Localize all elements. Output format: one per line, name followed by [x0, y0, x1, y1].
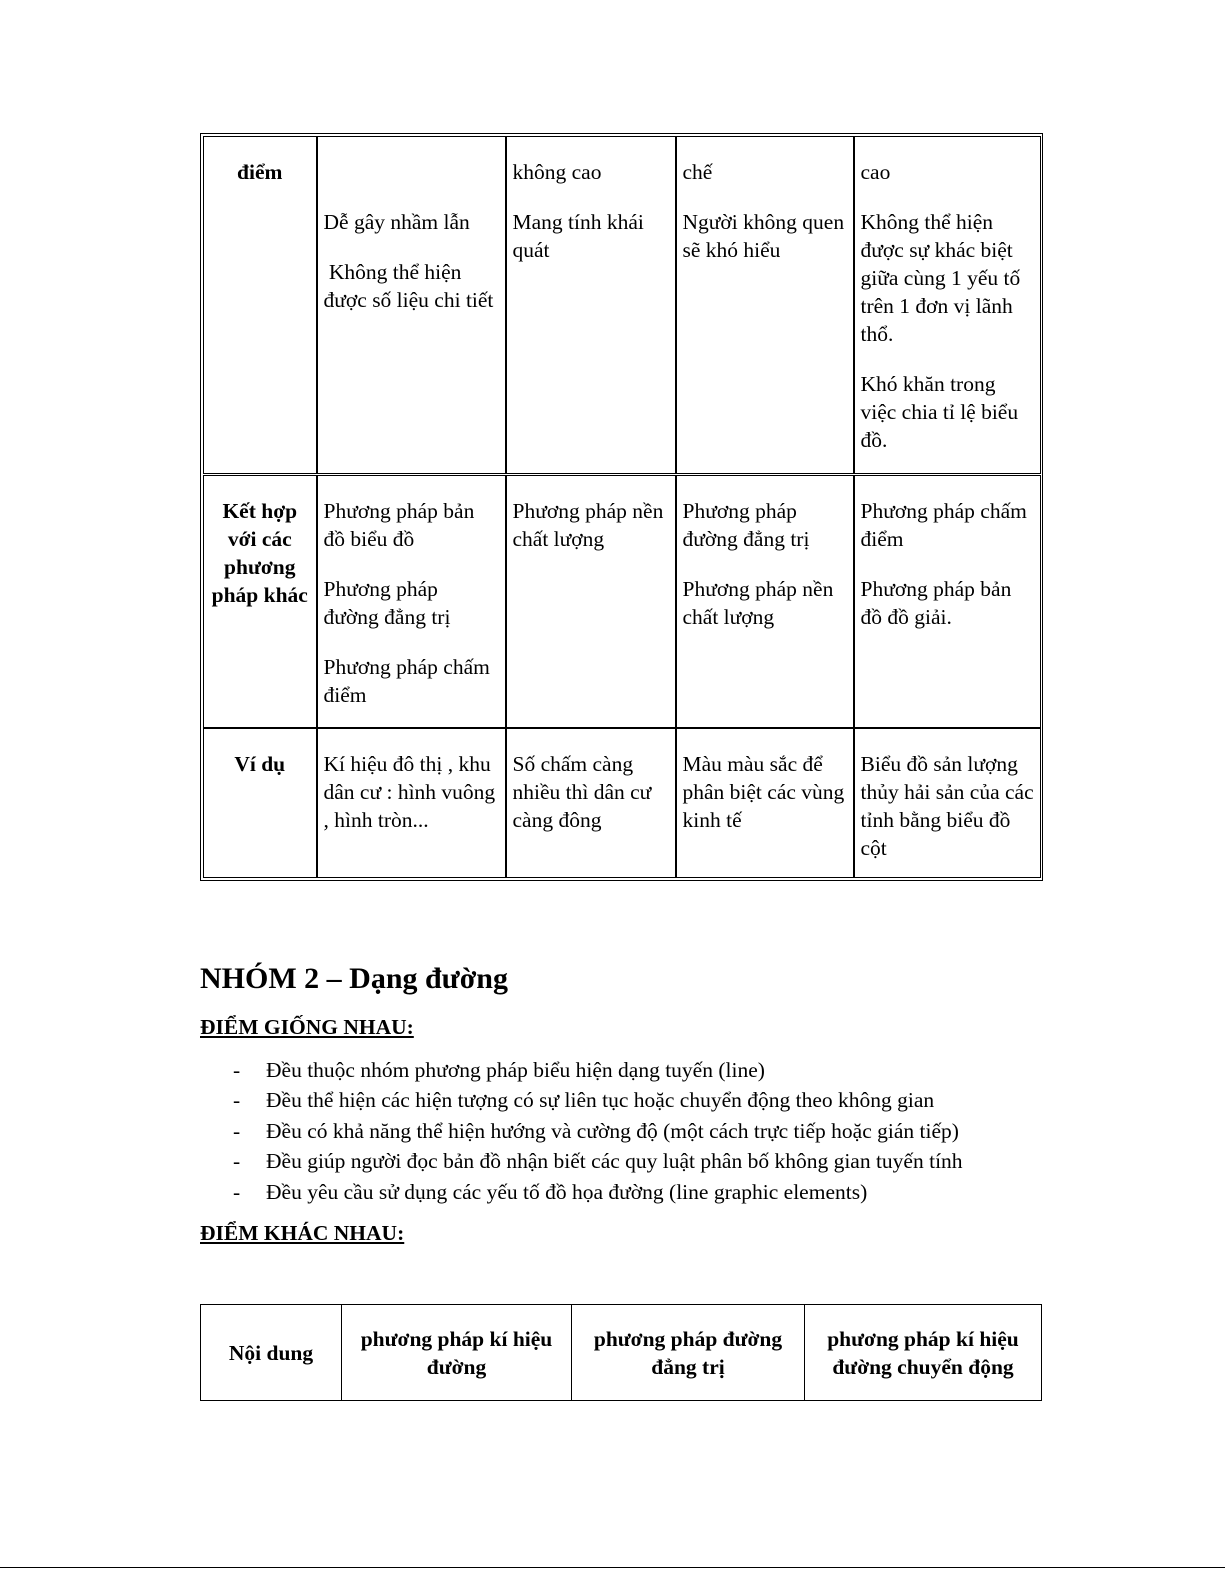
- column-header: phương pháp đường đẳng trị: [572, 1305, 805, 1401]
- cell-paragraph: Phương pháp bản đồ biểu đồ: [323, 499, 475, 551]
- list-item-text: Đều giúp người đọc bản đồ nhận biết các quy luật phân bố không gian tuyến tính: [266, 1149, 963, 1174]
- column-header: phương pháp kí hiệu đường chuyển động: [805, 1305, 1042, 1401]
- table-cell: [506, 728, 676, 878]
- cell-paragraph: [324, 158, 499, 186]
- comparison-table-1-grid: [203, 136, 1041, 878]
- cell-paragraph: chế: [682, 160, 713, 184]
- bullet-dash: -: [233, 1118, 241, 1143]
- cell-paragraph: Số chấm càng nhiều thì dân cư càng đông: [512, 751, 652, 832]
- cell-paragraph: không cao: [512, 160, 602, 184]
- list-item-text: Đều yêu cầu sử dụng các yếu tố đồ họa đường (line graphic elements): [266, 1179, 868, 1204]
- cell-paragraph: Kí hiệu đô thị , khu dân cư : hình vuông , hình tròn...: [323, 751, 496, 832]
- cell-paragraph: Phương pháp bản đồ đồ giải.: [860, 577, 1012, 629]
- table-row: [204, 137, 1041, 475]
- cell-paragraph: Không thể hiện được sự khác biệt giữa cùng 1 yếu tố trên 1 đơn vị lãnh thổ.: [860, 210, 1021, 346]
- table-cell: [854, 475, 1041, 728]
- cell-paragraph: cao: [860, 160, 891, 184]
- row-header-cell: [204, 475, 317, 728]
- cell-paragraph: Phương pháp nền chất lượng: [512, 499, 664, 551]
- differences-heading: ĐIỂM KHÁC NHAU:: [200, 1221, 405, 1245]
- table-cell: [317, 728, 506, 878]
- comparison-table-2: [200, 1304, 1042, 1401]
- cell-paragraph: Phương pháp đường đẳng trị: [323, 577, 451, 629]
- list-item-text: Đều có khả năng thể hiện hướng và cường độ (một cách trực tiếp hoặc gián tiếp): [266, 1118, 959, 1143]
- cell-paragraph: Phương pháp chấm điểm: [323, 655, 490, 707]
- table-cell: [854, 137, 1041, 475]
- list-item: [200, 1055, 1160, 1085]
- cell-paragraph: Dễ gây nhầm lẫn: [323, 210, 470, 234]
- table-cell: [506, 475, 676, 728]
- cell-paragraph: Khó khăn trong việc chia tỉ lệ biểu đồ.: [860, 372, 1019, 452]
- cell-paragraph: Màu màu sắc để phân biệt các vùng kinh tế: [682, 751, 845, 832]
- similarities-list: [200, 1055, 1160, 1207]
- table-cell: [506, 137, 676, 475]
- table-cell: [317, 475, 506, 728]
- list-item-text: Đều thể hiện các hiện tượng có sự liên tục hoặc chuyển động theo không gian: [266, 1088, 935, 1113]
- row-header-label: Ví dụ: [234, 751, 286, 776]
- table-cell: [676, 728, 854, 878]
- section-title: NHÓM 2 – Dạng đường: [200, 962, 508, 995]
- table-cell: [676, 137, 854, 475]
- table-cell: [676, 475, 854, 728]
- cell-paragraph: Phương pháp đường đẳng trị: [682, 499, 810, 551]
- table-header-row: [201, 1305, 1042, 1401]
- cell-paragraph: Phương pháp nền chất lượng: [682, 577, 834, 629]
- cell-paragraph: Mang tính khái quát: [512, 210, 644, 262]
- list-item: [200, 1085, 1160, 1115]
- comparison-table-1: [200, 133, 1043, 881]
- similarities-heading: ĐIỂM GIỐNG NHAU:: [200, 1015, 414, 1039]
- column-header: phương pháp kí hiệu đường: [342, 1305, 572, 1401]
- cell-paragraph: Không thể hiện được số liệu chi tiết: [323, 260, 494, 312]
- bullet-dash: -: [233, 1058, 241, 1082]
- list-item-text: Đều thuộc nhóm phương pháp biểu hiện dạng tuyến (line): [266, 1058, 765, 1082]
- list-item: [200, 1177, 1160, 1207]
- row-header-cell: [204, 728, 317, 878]
- cell-paragraph: Biểu đồ sản lượng thủy hải sản của các tỉnh bằng biểu đồ cột: [860, 751, 1034, 860]
- cell-paragraph: Người không quen sẽ khó hiểu: [682, 210, 845, 262]
- bullet-dash: -: [233, 1179, 241, 1204]
- table-cell: [317, 137, 506, 475]
- bullet-dash: -: [233, 1088, 241, 1113]
- row-header-label: điểm: [237, 160, 283, 184]
- list-item: [200, 1116, 1160, 1146]
- row-header-label: Kết hợp với các phương pháp khác: [211, 499, 308, 607]
- page-bottom-rule: [0, 1567, 1225, 1568]
- column-header: Nội dung: [201, 1305, 342, 1401]
- list-item: [200, 1146, 1160, 1176]
- row-header-cell: [204, 137, 317, 475]
- table-row: [204, 728, 1041, 878]
- cell-paragraph: Phương pháp chấm điểm: [860, 499, 1027, 551]
- table-row: [204, 475, 1041, 728]
- table-cell: [854, 728, 1041, 878]
- bullet-dash: -: [233, 1149, 241, 1174]
